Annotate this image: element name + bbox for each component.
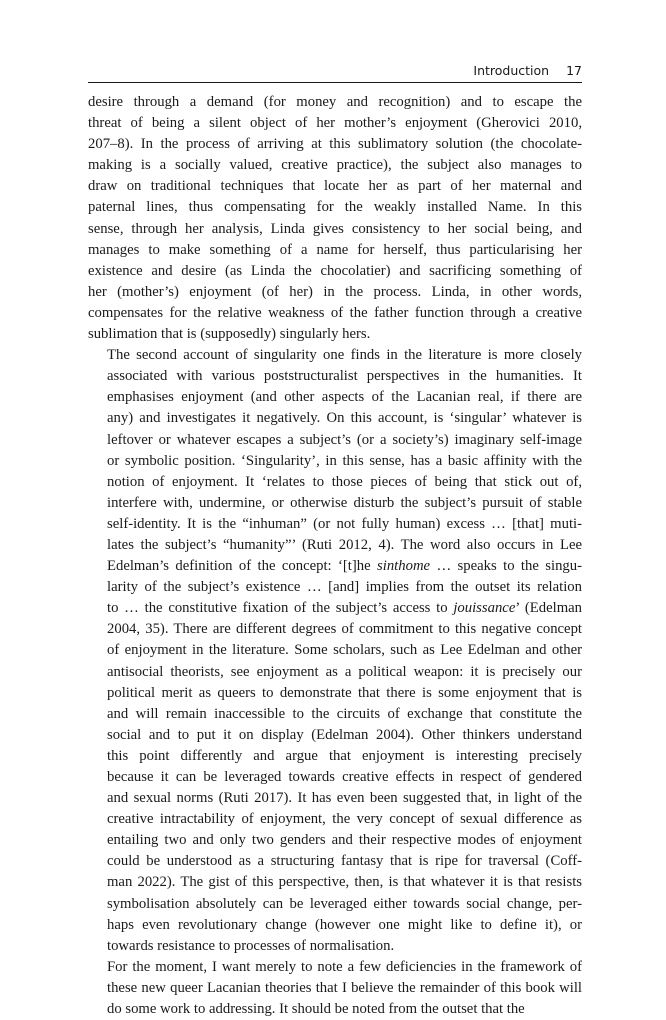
text-line: associated with various poststructuralist perspectives in the humanities. It: [107, 368, 582, 385]
text-line: interfere with, undermine, or otherwise disturb the subject’s pursuit of stable: [107, 494, 582, 511]
text-line: manages to make something of a name for herself, thus particularising her: [88, 241, 582, 258]
text-line: self-identity. It is the “inhuman” (or not fully human) excess … [that] muti-: [107, 515, 582, 532]
text-line: notion of enjoyment. It ‘relates to those pieces of being that stick out of,: [107, 473, 582, 490]
text-line: of enjoyment in the literature. Some scholars, such as Lee Edelman and other: [107, 642, 582, 659]
text-line: paternal lines, thus compensating for the weakly installed Name. In this: [88, 199, 582, 216]
text-line: threat of being a silent object of her mother’s enjoyment (Gherovici 2010,: [88, 115, 582, 132]
paragraph-3: [88, 957, 582, 1020]
text-line: haps even revolutionary change (however one might like to define it), or: [107, 916, 582, 933]
header-rule: [88, 82, 582, 83]
text-line: political merit as queers to demonstrate that there is some enjoyment that is: [107, 684, 582, 701]
paragraph-2: [88, 345, 582, 957]
text-line: and sexual norms (Ruti 2017). It has even been suggested that, in light of the: [107, 790, 582, 807]
text-line: sublimation that is (supposedly) singularly hers.: [88, 326, 371, 343]
text-line: lates the subject’s “humanity”’ (Ruti 2012, 4). The word also occurs in Lee: [107, 536, 582, 553]
paragraph-1: [88, 92, 582, 345]
text-line: sense, through her analysis, Linda gives consistency to her social being, and: [88, 220, 582, 237]
text-line: towards resistance to processes of normalisation.: [107, 937, 395, 954]
chapter-title: Introduction: [473, 63, 550, 78]
text-line: social and to put it on display (Edelman 2004). Other thinkers understand: [107, 726, 582, 743]
text-line: 2004, 35). There are different degrees of commitment to this negative concept: [107, 621, 582, 638]
text-line: man 2022). The gist of this perspective, then, is that whatever it is that resists: [107, 874, 582, 891]
text-line: larity of the subject’s existence … [and] implies from the outset its relation: [107, 579, 582, 596]
text-line: The second account of singularity one finds in the literature is more closely: [107, 347, 582, 364]
text-line: to … the constitutive fixation of the subject’s access to jouissance’ (Edelman: [107, 600, 582, 617]
text-line: leftover or whatever escapes a subject’s (or a society’s) imaginary self-image: [107, 431, 582, 448]
italic-term: jouissance: [453, 600, 516, 617]
text-line: could be understood as a structuring fantasy that is ripe for traversal (Coff-: [107, 853, 582, 870]
text-line: 207–8). In the process of arriving at this sublimatory solution (the chocolate-: [88, 136, 582, 153]
text-line: or symbolic position. ‘Singularity’, in this sense, has a basic affinity with the: [107, 452, 582, 469]
text-line: creative intractability of enjoyment, the very concept of sexual difference as: [107, 811, 582, 828]
text-line: compensates for the relative weakness of the father function through a creative: [88, 304, 582, 321]
text-line: this point differently and argue that enjoyment is interesting precisely: [107, 747, 582, 764]
text-line: emphasises enjoyment (and other aspects of the Lacanian real, if there are: [107, 389, 582, 406]
body-text: [88, 92, 582, 1020]
text-line: and will remain inaccessible to the circuits of exchange that constitute the: [107, 705, 582, 722]
text-line: these new queer Lacanian theories that I believe the remainder of this book will: [107, 979, 582, 996]
text-line: Edelman’s definition of the concept: ‘[t]he sinthome … speaks to the singu-: [107, 558, 582, 575]
text-line: existence and desire (as Linda the chocolatier) and sacrificing something of: [88, 262, 582, 279]
text-line: antisocial theorists, see enjoyment as a political weapon: it is precisely our: [107, 663, 582, 680]
text-line: do some work to addressing. It should be noted from the outset that the: [107, 1001, 525, 1018]
text-line: draw on traditional techniques that locate her as part of her maternal and: [88, 178, 582, 195]
text-line: entailing two and only two genders and their respective modes of enjoyment: [107, 832, 582, 849]
text-line: her (mother’s) enjoyment (of her) in the process. Linda, in other words,: [88, 283, 582, 300]
text-line: making is a socially valued, creative practice), the subject also manages to: [88, 157, 582, 174]
text-line: For the moment, I want merely to note a few deficiencies in the framework of: [107, 958, 582, 975]
text-line: any) and investigates it negatively. On this account, is ‘singular’ whatever is: [107, 410, 582, 427]
italic-term: sinthome: [377, 558, 431, 575]
text-line: symbolisation absolutely can be leveraged either towards social change, per-: [107, 895, 582, 912]
text-line: because it can be leveraged towards creative effects in respect of gendered: [107, 769, 582, 785]
page-number: 17: [566, 63, 582, 78]
running-head: [88, 63, 582, 78]
text-line: desire through a demand (for money and recognition) and to escape the: [88, 94, 582, 110]
